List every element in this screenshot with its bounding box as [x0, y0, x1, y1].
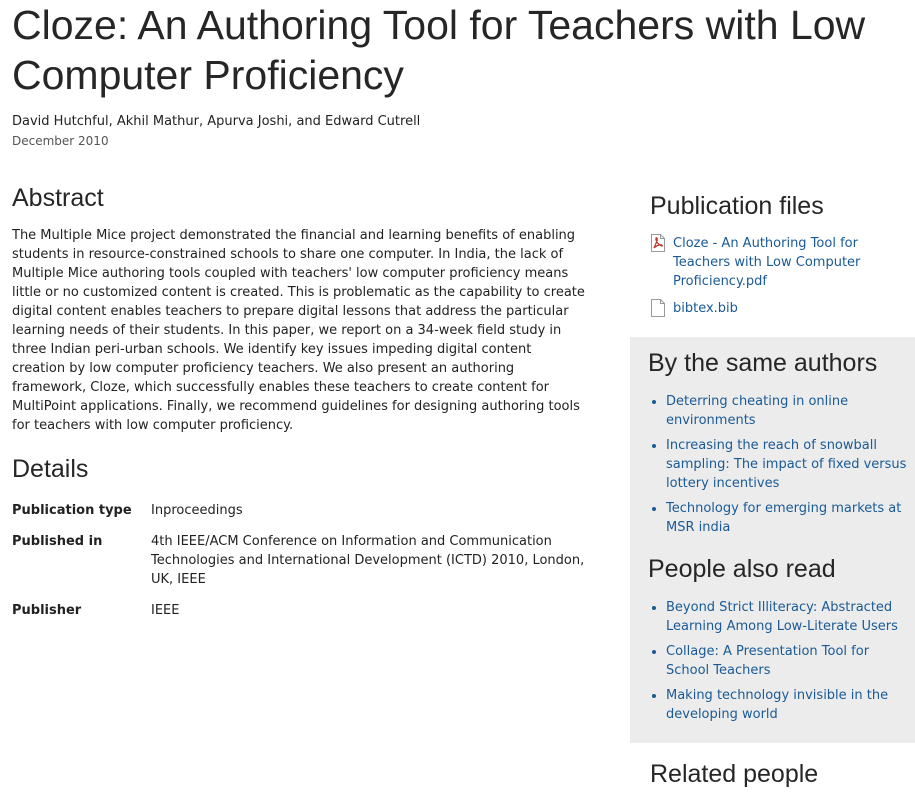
page-title: Cloze: An Authoring Tool for Teachers with Low Computer Proficiency	[12, 2, 866, 98]
list-item	[666, 392, 915, 430]
details-row	[12, 532, 587, 601]
publication-files-heading: Publication files	[650, 192, 824, 220]
list-item	[666, 499, 915, 537]
also-read-link[interactable]: Collage: A Presentation Tool for School Teachers	[666, 644, 870, 678]
details-value: 4th IEEE/ACM Conference on Information and Communication Technologies and International Development (ICTD) 2010, London, UK, IEEE	[151, 534, 585, 587]
list-item	[666, 686, 915, 724]
publication-date: December 2010	[12, 134, 109, 148]
author-list: David Hutchful, Akhil Mathur, Apurva Joshi, and Edward Cutrell	[12, 114, 421, 129]
list-item	[666, 598, 915, 636]
same-authors-link[interactable]: Deterring cheating in online environments	[666, 394, 849, 428]
file-link-pdf[interactable]: Cloze - An Authoring Tool for Teachers with Low Computer Proficiency.pdf	[673, 236, 861, 289]
related-content-panel	[630, 337, 915, 743]
also-read-heading: People also read	[648, 555, 836, 583]
details-value: Inproceedings	[151, 503, 243, 518]
list-item	[666, 436, 915, 493]
list-item	[666, 642, 915, 680]
same-authors-list	[648, 392, 915, 543]
also-read-link[interactable]: Beyond Strict Illiteracy: Abstracted Learning Among Low-Literate Users	[666, 600, 898, 634]
details-heading: Details	[12, 455, 89, 483]
also-read-list	[648, 598, 915, 730]
also-read-link[interactable]: Making technology invisible in the developing world	[666, 688, 889, 722]
document-icon	[650, 299, 666, 323]
related-people-heading: Related people	[650, 760, 819, 788]
details-row	[12, 601, 587, 632]
details-label: Publisher	[12, 603, 82, 618]
same-authors-link[interactable]: Technology for emerging markets at MSR india	[666, 501, 902, 535]
details-label: Publication type	[12, 503, 132, 518]
abstract-text: The Multiple Mice project demonstrated the financial and learning benefits of enabling students in resource-constrained schools to share one computer. In India, the lack of Multiple Mice authoring tools coupled with teachers' low computer proficiency means little or no customized content is created. This is problematic as the capability to create digital content enables teachers to prepare digital lessons that address the particular learning needs of their students. In this paper, we report on a 34-week field study in three Indian peri-urban schools. We identify key issues impeding digital content creation by low computer proficiency teachers. We also present an authoring framework, Cloze, which successfully enables these teachers to create content for MultiPoint applications. Finally, we recommend guidelines for designing authoring tools for teachers with low computer proficiency.	[12, 228, 585, 433]
same-authors-heading: By the same authors	[648, 349, 878, 377]
details-table	[12, 501, 587, 632]
same-authors-link[interactable]: Increasing the reach of snowball sampling: The impact of fixed versus lottery incentives	[666, 438, 907, 491]
pdf-file-icon	[650, 234, 666, 258]
abstract-heading: Abstract	[12, 184, 104, 212]
details-value: IEEE	[151, 603, 180, 618]
file-link-bib[interactable]: bibtex.bib	[673, 301, 738, 316]
details-row	[12, 501, 587, 532]
details-label: Published in	[12, 534, 103, 549]
